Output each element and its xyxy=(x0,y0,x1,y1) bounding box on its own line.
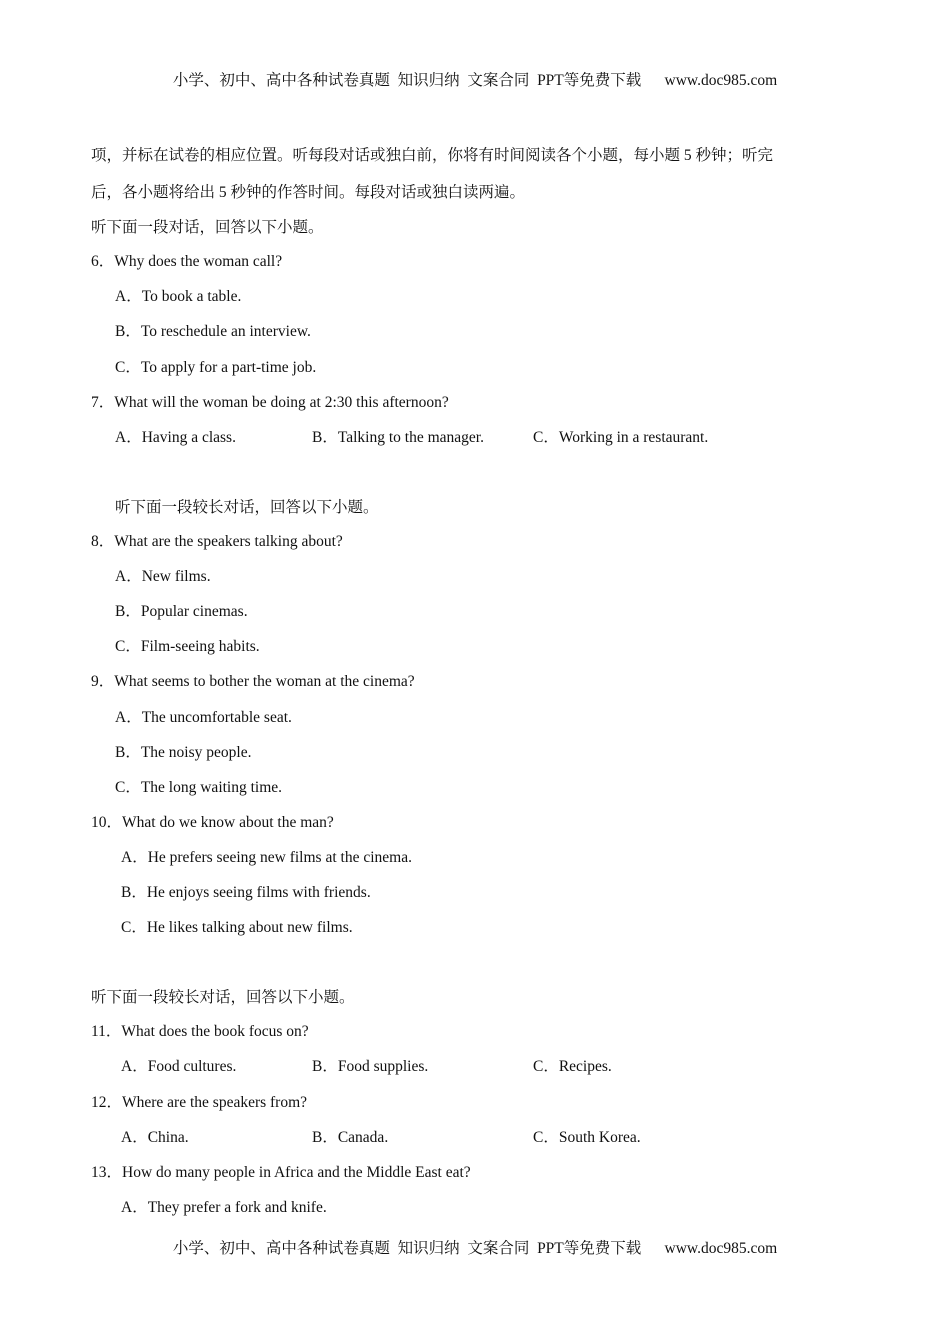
option-c: C．To apply for a part-time job. xyxy=(115,359,317,376)
option-c: C．Working in a restaurant. xyxy=(533,429,709,446)
option-a: A．New films. xyxy=(115,568,211,585)
option-c: C．Film-seeing habits. xyxy=(115,638,260,655)
option-b: B．He enjoys seeing films with friends. xyxy=(121,884,371,901)
section-instruction: 听下面一段对话，回答以下小题。 xyxy=(91,219,324,236)
option-b: B．Food supplies. xyxy=(312,1058,429,1075)
option-c: C．South Korea. xyxy=(533,1129,641,1146)
section-instruction: 听下面一段较长对话，回答以下小题。 xyxy=(91,989,355,1006)
option-b: B．Talking to the manager. xyxy=(312,429,484,446)
section-instruction: 听下面一段较长对话，回答以下小题。 xyxy=(115,499,379,516)
page-header: 小学、初中、高中各种试卷真题 知识归纳 文案合同 PPT等免费下载 www.doc985.com xyxy=(172,72,778,89)
option-b: B．Popular cinemas. xyxy=(115,603,248,620)
option-b: B．The noisy people. xyxy=(115,744,252,761)
option-a: A．The uncomfortable seat. xyxy=(115,709,292,726)
question-stem: 9．What seems to bother the woman at the cinema? xyxy=(91,673,415,690)
option-a: A．China. xyxy=(121,1129,189,1146)
option-c: C．Recipes. xyxy=(533,1058,612,1075)
page-footer: 小学、初中、高中各种试卷真题 知识归纳 文案合同 PPT等免费下载 www.doc985.com xyxy=(172,1240,778,1257)
option-c: C．He likes talking about new films. xyxy=(121,919,353,936)
option-a: A．He prefers seeing new films at the cinema. xyxy=(121,849,412,866)
option-a: A．Having a class. xyxy=(115,429,236,446)
option-a: A．Food cultures. xyxy=(121,1058,237,1075)
question-stem: 8．What are the speakers talking about? xyxy=(91,533,343,550)
option-a: A．To book a table. xyxy=(115,288,242,305)
option-b: B．Canada. xyxy=(312,1129,389,1146)
question-stem: 12．Where are the speakers from? xyxy=(91,1094,308,1111)
question-stem: 13．How do many people in Africa and the Middle East eat? xyxy=(91,1164,471,1181)
question-stem: 10．What do we know about the man? xyxy=(91,814,334,831)
option-c: C．The long waiting time. xyxy=(115,779,283,796)
intro-line-1: 项，并标在试卷的相应位置。听每段对话或独白前，你将有时间阅读各个小题，每小题 5 秒钟；听完 xyxy=(91,147,774,164)
question-stem: 11．What does the book focus on? xyxy=(91,1023,309,1040)
option-a: A．They prefer a fork and knife. xyxy=(121,1199,327,1216)
intro-line-2: 后，各小题将给出 5 秒钟的作答时间。每段对话或独白读两遍。 xyxy=(91,184,526,201)
option-b: B．To reschedule an interview. xyxy=(115,323,311,340)
question-stem: 6．Why does the woman call? xyxy=(91,253,283,270)
question-stem: 7．What will the woman be doing at 2:30 this afternoon? xyxy=(91,394,449,411)
